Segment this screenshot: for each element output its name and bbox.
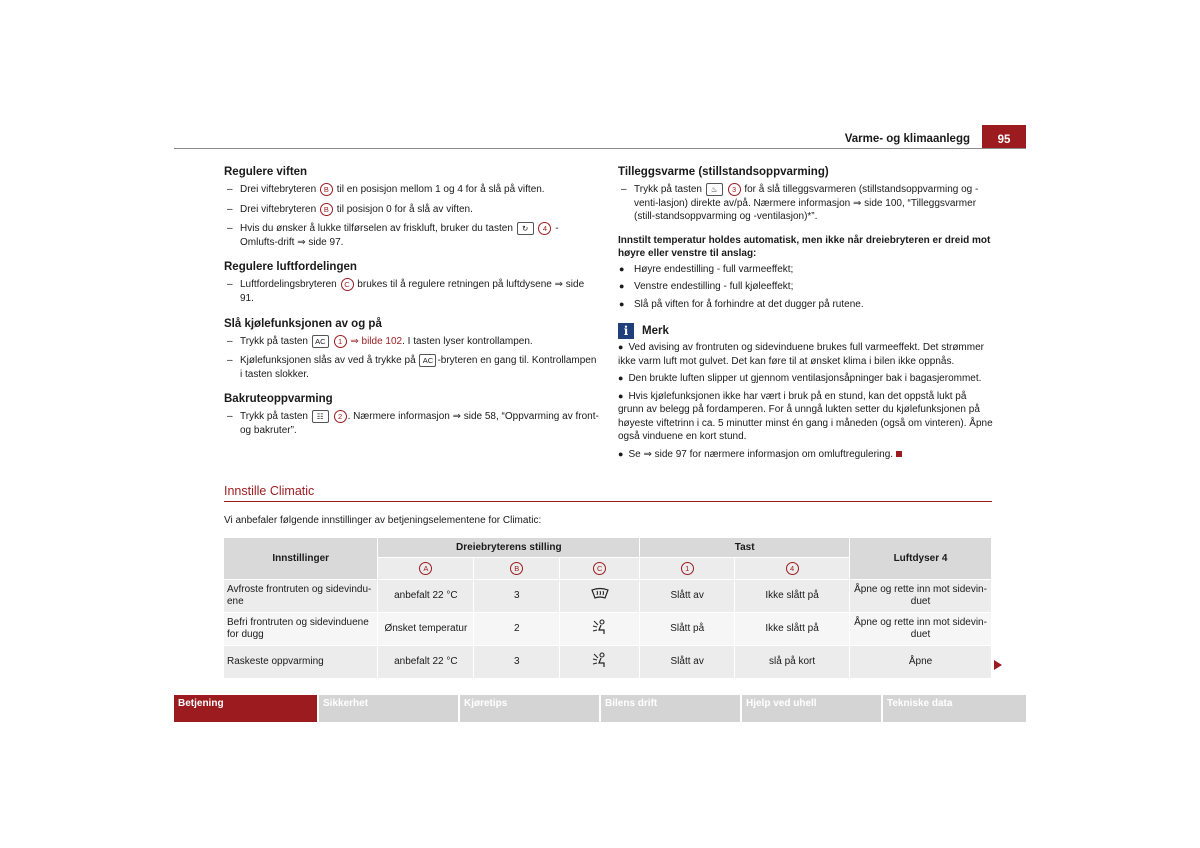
row-key-1: Slått på	[640, 613, 735, 646]
section-heading-fan: Regulere viften	[224, 166, 308, 178]
auxiliary-heater-key-icon: ♨	[706, 183, 723, 196]
table-row	[224, 646, 992, 679]
control-c-symbol: C	[593, 562, 606, 575]
section-heading-auxiliary-heater: Tilleggsvarme (stillstandsoppvarming)	[618, 166, 829, 178]
control-3-symbol: 3	[728, 183, 741, 196]
row-key-1: Slått av	[640, 580, 735, 613]
recirculation-key-icon: ↻	[517, 222, 534, 235]
row-dial-a: anbefalt 22 °C	[378, 580, 474, 613]
row-setting: Avfroste frontruten og sidevindu-ene	[224, 580, 378, 613]
control-c-symbol: C	[341, 278, 354, 291]
list-item: – Luftfordelingsbryteren C brukes til å regulere retningen på luftdysene ⇒ side 91.	[227, 279, 585, 305]
row-key-4: Ikke slått på	[735, 613, 850, 646]
page-number: 95	[982, 125, 1026, 149]
ac-key-icon: AC	[419, 354, 436, 367]
note-item: ● Ved avising av frontruten og sidevinduene brukes full varmeeffekt. Det strømmer ikke varm luft mot gulvet. Det kan føre til at ønsket klima i bilen ikke oppnås.	[618, 342, 984, 367]
figure-link[interactable]: ⇒ bilde 102	[350, 335, 403, 347]
table-row	[224, 613, 992, 646]
section-heading-rear-window: Bakruteoppvarming	[224, 393, 333, 406]
control-2-symbol: 2	[334, 410, 347, 423]
nav-tab-betjening[interactable]: Betjening	[174, 695, 317, 722]
temperature-note: Innstilt temperatur holdes automatisk, men ikke når dreiebryteren er dreid mot høyre eller venstre til anslag:	[618, 234, 991, 260]
settings-table	[224, 538, 992, 679]
row-vents: Åpne og rette inn mot sidevin-duet	[850, 613, 992, 646]
header-divider	[174, 148, 1026, 149]
row-key-4: slå på kort	[735, 646, 850, 679]
note-item: ● Se ⇒ side 97 for nærmere informasjon om omluftregulering.	[618, 448, 993, 462]
list-item: – Drei viftebryteren B til en posisjon mellom 1 og 4 for å slå på viften.	[227, 184, 545, 196]
nav-tab-bilens-drift[interactable]: Bilens drift	[601, 695, 740, 722]
airflow-windshield-footwell-icon	[591, 618, 609, 636]
left-column	[224, 165, 599, 437]
row-dial-a: Ønsket temperatur	[378, 613, 474, 646]
nav-tab-hjelp-ved-uhell[interactable]: Hjelp ved uhell	[742, 695, 881, 722]
table-row	[224, 580, 992, 613]
right-column	[618, 165, 993, 461]
control-a-symbol: A	[419, 562, 432, 575]
next-page-arrow-icon[interactable]	[994, 660, 1002, 670]
control-b-symbol: B	[510, 562, 523, 575]
rear-defrost-key-icon: ☷	[312, 410, 329, 423]
row-key-4: Ikke slått på	[735, 580, 850, 613]
list-item: – Trykk på tasten AC 1 ⇒ bilde 102. I tasten lyser kontrollampen.	[227, 335, 533, 347]
header-dial-position: Dreiebryterens stilling	[378, 538, 640, 558]
row-dial-b: 3	[474, 580, 560, 613]
row-key-1: Slått av	[640, 646, 735, 679]
list-item: – Trykk på tasten ☷ 2 . Nærmere informasjon ⇒ side 58, “Oppvarming av front- og bakruter”.	[227, 411, 599, 436]
note-item: ● Hvis kjølefunksjonen ikke har vært i bruk på en stund, kan det oppstå lukt på grunn av belegg på fordamperen. For å unngå lukten setter du kjølefunksjonen på høyeste viftetrinn i ca. 5 minutter minst én gang i måneden (også om vinteren). Åpne også vinduene en kort stund.	[618, 390, 993, 443]
row-setting: Befri frontruten og sidevinduene for dugg	[224, 613, 378, 646]
list-item: – Trykk på tasten ♨ 3 for å slå tilleggsvarmeren (stillstandsoppvarming og -venti-lasjon) direkte av/på. Nærmere informasjon ⇒ side 100, “Tilleggsvarmer (still-standsoppvarming og -ventilasjon)*”.	[621, 184, 979, 223]
list-item: – Hvis du ønsker å lukke tilførselen av friskluft, bruker du tasten ↻ 4 - Omlufts-drift ⇒ side 97.	[227, 223, 559, 248]
list-item: – Kjølefunksjonen slås av ved å trykke på AC -bryteren en gang til. Kontrollampen i tasten slokker.	[227, 355, 597, 380]
control-b-symbol: B	[320, 183, 333, 196]
control-4-symbol: 4	[786, 562, 799, 575]
section-heading-cooling: Slå kjølefunksjonen av og på	[224, 317, 382, 330]
row-dial-a: anbefalt 22 °C	[378, 646, 474, 679]
list-item: – Drei viftebryteren B til posisjon 0 for å slå av viften.	[227, 203, 473, 215]
control-1-symbol: 1	[334, 335, 347, 348]
nav-tab-sikkerhet[interactable]: Sikkerhet	[319, 695, 458, 722]
end-marker	[896, 451, 902, 457]
header-vents: Luftdyser 4	[850, 538, 992, 580]
nav-tab-kjoretips[interactable]: Kjøretips	[460, 695, 599, 722]
airflow-windshield-footwell-icon	[591, 651, 609, 669]
row-vents: Åpne og rette inn mot sidevin-duet	[850, 580, 992, 613]
info-icon: i	[618, 323, 634, 339]
row-dial-b: 2	[474, 613, 560, 646]
bullet-item: ● Slå på viften for å forhindre at det dugger på rutene.	[619, 298, 864, 310]
control-b-symbol: B	[320, 203, 333, 216]
header-settings: Innstillinger	[224, 538, 378, 580]
page-header-title: Varme- og klimaanlegg	[844, 133, 970, 145]
header-key: Tast	[640, 538, 850, 558]
row-dial-b: 3	[474, 646, 560, 679]
windshield-defrost-icon	[590, 587, 610, 601]
ac-key-icon: AC	[312, 335, 329, 348]
bullet-item: ● Høyre endestilling - full varmeeffekt;	[619, 263, 794, 275]
nav-tab-tekniske-data[interactable]: Tekniske data	[883, 695, 1026, 722]
row-vents: Åpne	[850, 646, 992, 679]
note-heading: i Merk	[618, 323, 993, 339]
section-heading-air-distribution: Regulere luftfordelingen	[224, 261, 357, 274]
table-header-row	[224, 538, 992, 558]
control-4-symbol: 4	[538, 222, 551, 235]
section-intro: Vi anbefaler følgende innstillinger av betjeningselementene for Climatic:	[224, 515, 542, 526]
section-divider	[224, 501, 992, 502]
control-1-symbol: 1	[681, 562, 694, 575]
row-setting: Raskeste oppvarming	[224, 646, 378, 679]
bullet-item: ● Venstre endestilling - full kjøleeffekt;	[619, 281, 794, 293]
section-title-climatic: Innstille Climatic	[224, 484, 315, 498]
note-item: ● Den brukte luften slipper ut gjennom ventilasjonsåpninger bak i bagasjerommet.	[618, 373, 982, 385]
